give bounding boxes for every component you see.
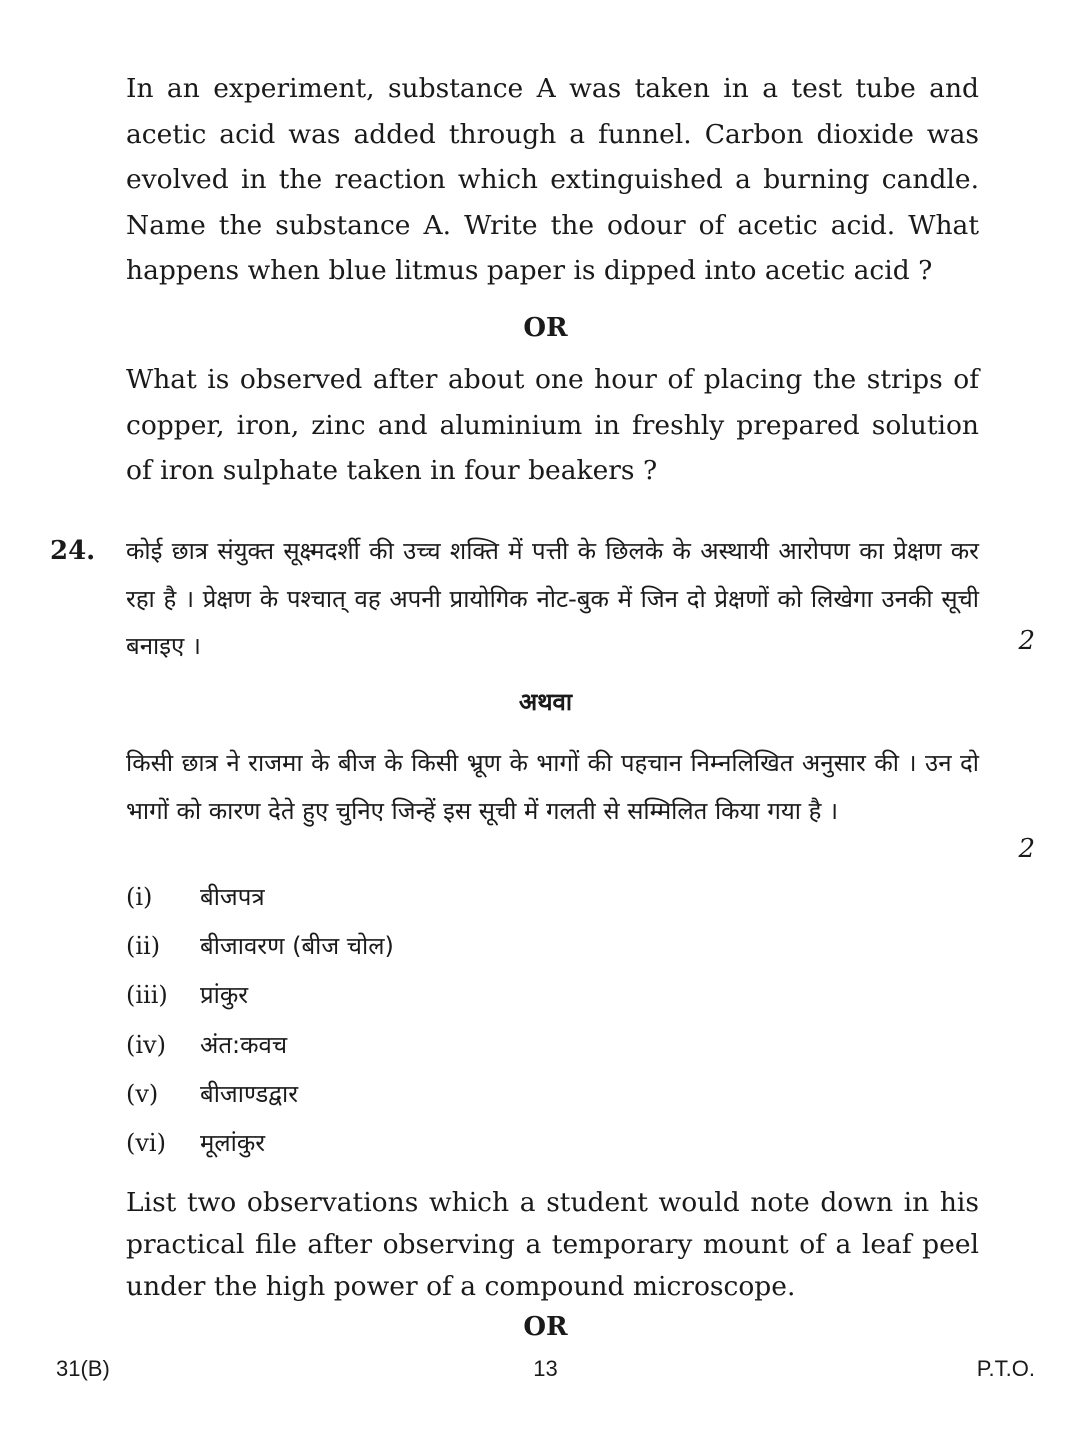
- list-item: [126, 1028, 287, 1061]
- paper-code: 31(B): [56, 1356, 110, 1381]
- list-item-text: मूलांकुर: [200, 1129, 266, 1157]
- list-item: [126, 1126, 265, 1159]
- hindi-question-leaf-peel: कोई छात्र संयुक्त सूक्ष्मदर्शी की उच्च शक्ति में पत्ती के छिलके के अस्थायी आरोपण का प्रेक्षण कर रहा है । प्रेक्षण के पश्चात् वह अपनी प्रायोगिक नोट-बुक में जिन दो प्रेक्षणों को लिखेगा उनकी सूची बनाइए ।: [126, 537, 979, 660]
- list-item-number: (v): [126, 1080, 159, 1108]
- list-item: [126, 1077, 298, 1110]
- list-item-text: बीजाण्डद्वार: [200, 1080, 299, 1108]
- list-item-number: (vi): [126, 1129, 166, 1157]
- list-item: [126, 978, 248, 1011]
- marks-label: 2: [1018, 834, 1035, 864]
- page-number: 13: [533, 1356, 558, 1381]
- list-item-text: बीजावरण (बीज चोल): [200, 932, 394, 960]
- pto-label: P.T.O.: [976, 1356, 1035, 1381]
- paragraph-iron-sulphate: What is observed after about one hour of placing the strips of copper, iron, zinc and aluminium in freshly prepared solution of iron sulphate taken in four beakers ?: [126, 364, 979, 486]
- list-item-number: (ii): [126, 932, 161, 960]
- list-item-text: बीजपत्र: [200, 883, 265, 911]
- list-item-number: (i): [126, 883, 153, 911]
- or-separator: OR: [523, 313, 568, 343]
- list-item-number: (iv): [126, 1031, 166, 1059]
- list-item: [126, 880, 265, 913]
- or-separator: OR: [523, 1312, 568, 1342]
- hindi-question-rajma-seed: किसी छात्र ने राजमा के बीज के किसी भ्रूण के भागों की पहचान निम्नलिखित अनुसार की । उन दो भागों को कारण देते हुए चुनिए जिन्हें इस सूची में गलती से सम्मिलित किया गया है ।: [126, 749, 979, 825]
- list-item: [126, 929, 394, 962]
- paragraph-experiment-acetic-acid: In an experiment, substance A was taken in a test tube and acetic acid was added through a funnel. Carbon dioxide was evolved in the reaction which extinguished a burning candle. Name the substance A. Write the odour of acetic acid. What happens when blue litmus paper is dipped into acetic acid ?: [126, 73, 979, 286]
- paragraph-leaf-peel-english: List two observations which a student would note down in his practical file after observing a temporary mount of a leaf peel under the high power of a compound microscope.: [126, 1187, 979, 1302]
- list-item-text: प्रांकुर: [200, 981, 249, 1009]
- athva-separator: अथवा: [518, 688, 573, 716]
- question-number: 24.: [50, 536, 96, 566]
- list-item-number: (iii): [126, 981, 168, 1009]
- marks-label: 2: [1018, 626, 1035, 656]
- list-item-text: अंत:कवच: [200, 1031, 288, 1059]
